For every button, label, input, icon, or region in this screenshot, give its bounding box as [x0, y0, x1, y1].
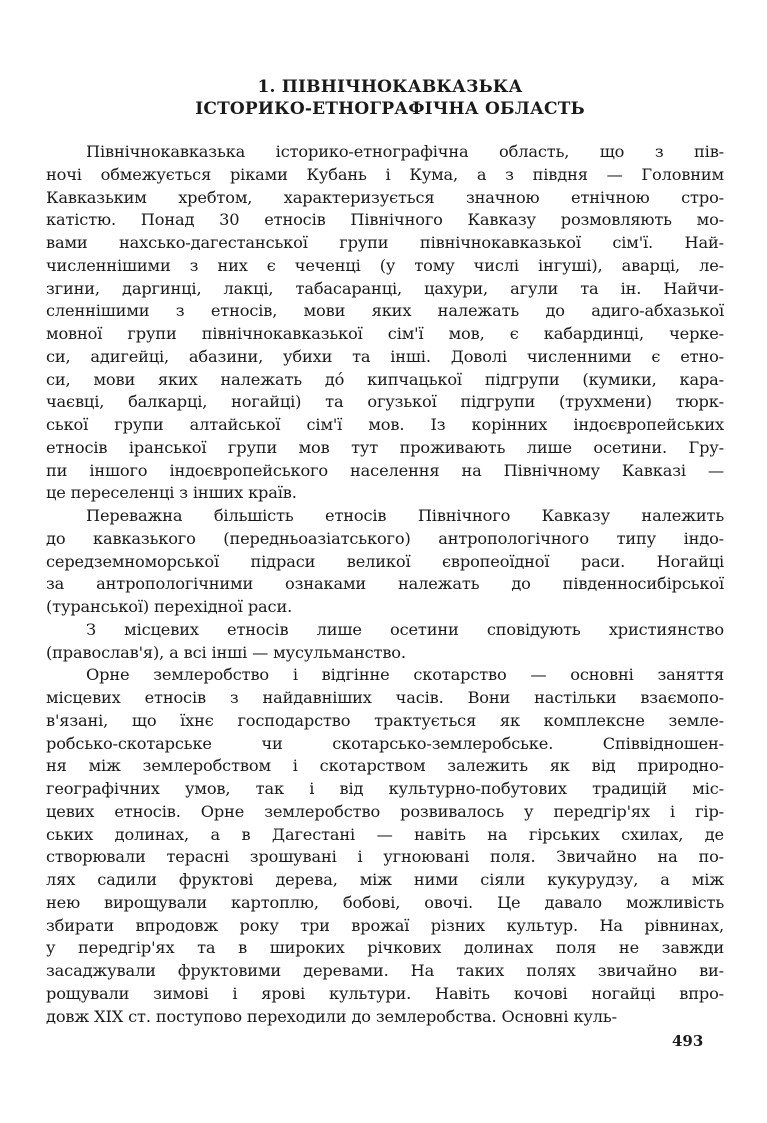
text-line: у передгір'ях та в широких річкових долинах поля не завжди: [46, 938, 724, 958]
text-line: Переважна більшість етносів Північного Кавказу належить: [86, 506, 724, 525]
text-line: си, мови яких належать дó кипчацької підгрупи (кумики, кара-: [46, 369, 724, 389]
body-text: [46, 141, 724, 1028]
text-line: З місцевих етносів лише осетини сповідують християнство: [86, 619, 724, 639]
text-line: створювали терасні зрошувані і угноювані поля. Звичайно на по-: [46, 847, 724, 867]
section-title-line-2: ІСТОРИКО-ЕТНОГРАФІЧНА ОБЛАСТЬ: [195, 99, 585, 119]
page-number: 493: [672, 1032, 704, 1050]
text-line: Кавказьким хребтом, характеризується значною етнічною стро-: [46, 187, 724, 207]
text-line: збирати впродовж року три врожаї різних культур. На рівнинах,: [46, 915, 724, 935]
text-line: географічних умов, так і від культурно-побутових традицій міс-: [46, 779, 724, 798]
text-line: пи іншого індоєвропейського населення на Північному Кавказі —: [46, 460, 724, 480]
text-line: нею вирощували картоплю, бобові, овочі. Це давало можливість: [46, 892, 724, 912]
text-line: сленнішими з етносів, мови яких належать до адиго-абхазької: [46, 301, 724, 321]
text-line: етносів іранської групи мов тут проживають лише осетини. Гру-: [46, 437, 724, 457]
text-line: згини, даргинці, лакці, табасаранці, цахури, агули та ін. Найчи-: [46, 278, 724, 298]
text-line: численнішими з них є чеченці (у тому числі інгуші), аварці, ле-: [46, 255, 724, 275]
text-line: Орне землеробство і відгінне скотарство — основні заняття: [86, 665, 724, 685]
text-line: ських долинах, а в Дагестані — навіть на гірських схилах, де: [46, 824, 724, 844]
text-line: Північнокавказька історико-етнографічна область, що з пів-: [86, 142, 724, 161]
text-line: в'язані, що їхнє господарство трактується як комплексне земле-: [46, 710, 724, 730]
text-line: ської групи алтайської сім'ї мов. Із корінних індоєвропейських: [46, 415, 724, 434]
text-line: довж XIX ст. поступово переходили до землеробства. Основні куль-: [46, 1006, 617, 1026]
text-line: си, адигейці, абазини, убихи та інші. Доволі численними є етно-: [46, 346, 724, 366]
text-line: мовної групи північнокавказької сім'ї мов, є кабардинці, черке-: [46, 324, 724, 343]
text-line: ночі обмежується ріками Кубань і Кума, а з півдня — Головним: [46, 164, 724, 184]
text-line: рощували зимові і ярові культури. Навіть кочові ногайці впро-: [46, 983, 724, 1003]
text-line: чаєвці, балкарці, ногайці) та огузької підгрупи (трухмени) тюрк-: [46, 392, 724, 412]
text-line: ня між землеробством і скотарством залежить як від природно-: [46, 756, 724, 776]
text-line: цевих етносів. Орне землеробство розвивалось у передгір'ях і гір-: [46, 801, 724, 821]
text-line: катістю. Понад 30 етносів Північного Кавказу розмовляють мо-: [46, 210, 724, 230]
text-line: середземноморської підраси великої європеоїдної раси. Ногайці: [46, 551, 724, 571]
text-line: вами нахсько-дагестанської групи північнокавказької сім'ї. Най-: [46, 233, 724, 252]
text-line: засаджували фруктовими деревами. На таких полях звичайно ви-: [46, 961, 724, 980]
section-title-line-1: 1. ПІВНІЧНОКАВКАЗЬКА: [257, 77, 523, 97]
text-line: (туранської) перехідної раси.: [46, 597, 293, 616]
text-line: за антропологічними ознаками належать до південносибірської: [46, 574, 724, 594]
text-line: до кавказького (передньоазіатського) антропологічного типу індо-: [46, 528, 724, 548]
text-line: лях садили фруктові дерева, між ними сіяли кукурудзу, а між: [46, 870, 724, 889]
text-line: це переселенці з інших країв.: [46, 483, 297, 503]
text-line: місцевих етносів з найдавніших часів. Вони настільки взаємопо-: [46, 688, 724, 707]
text-line: (православ'я), а всі інші — мусульманство.: [46, 642, 406, 662]
text-line: робсько-скотарське чи скотарсько-землеробське. Співвідношен-: [46, 733, 724, 753]
